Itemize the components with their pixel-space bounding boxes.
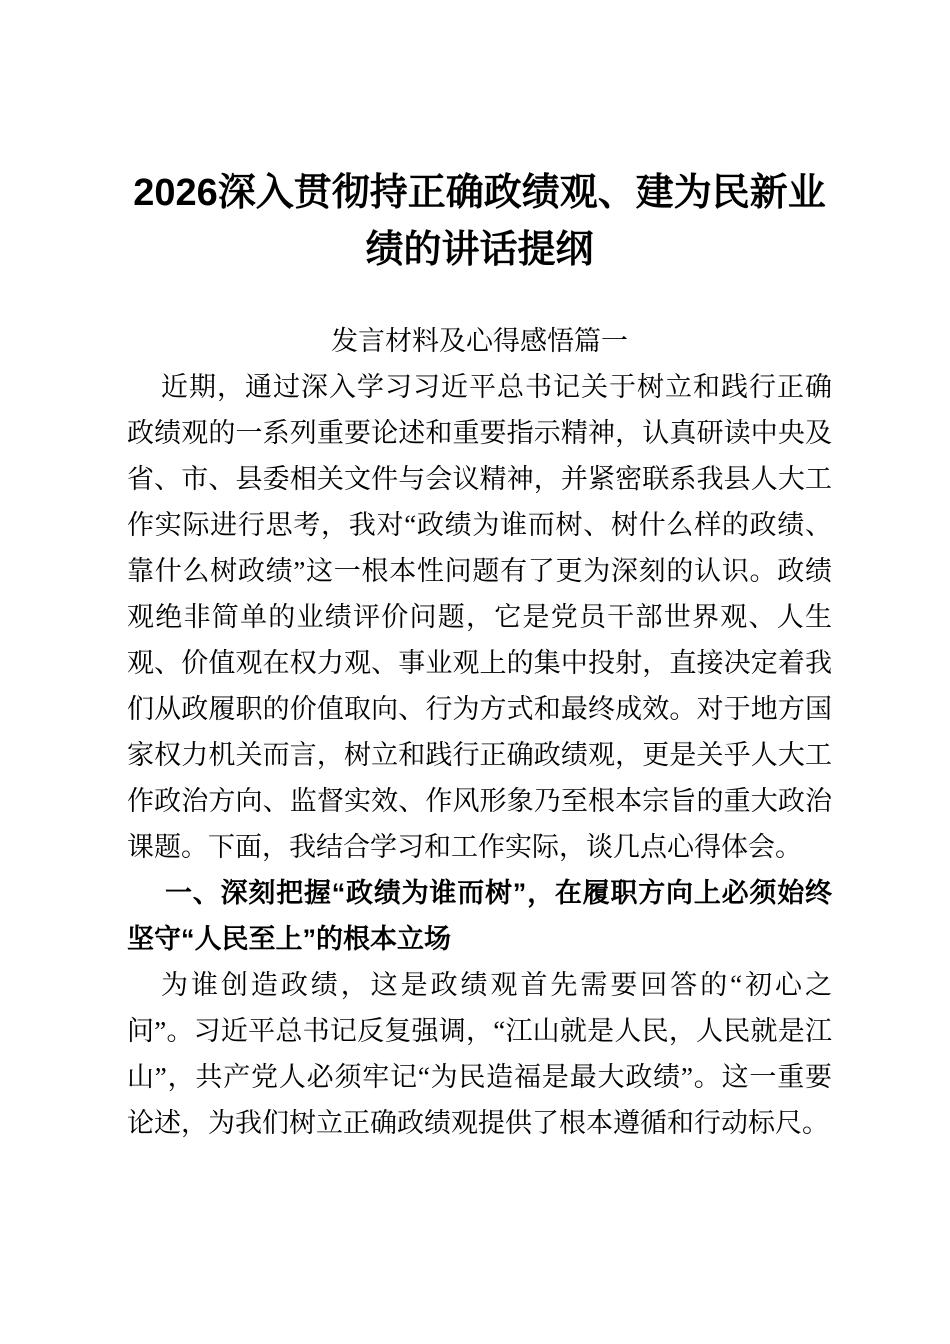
- section-heading-1: 一、深刻把握“政绩为谁而树”，在履职方向上必须始终坚守“人民至上”的根本立场: [127, 878, 832, 954]
- paragraph-section-1: 为谁创造政绩，这是政绩观首先需要回答的“初心之问”。习近平总书记反复强调，“江山就是人民，人民就是江山”，共产党人必须牢记“为民造福是最大政绩”。这一重要论述，为我们树立正确政绩观提供了根本遵循和行动标尺。: [127, 970, 832, 1138]
- section-label: 发言材料及心得感悟篇一: [331, 326, 628, 356]
- document-title: 2026深入贯彻持正确政绩观、建为民新业绩的讲话提纲: [133, 172, 826, 271]
- paragraph-intro: 近期，通过深入学习习近平总书记关于树立和践行正确政绩观的一系列重要论述和重要指示精神，认真研读中央及省、市、县委相关文件与会议精神，并紧密联系我县人大工作实际进行思考，我对“政绩为谁而树、树什么样的政绩、靠什么树政绩”这一根本性问题有了更为深刻的认识。政绩观绝非简单的业绩评价问题，它是党员干部世界观、人生观、价值观在权力观、事业观上的集中投射，直接决定着我们从政履职的价值取向、行为方式和最终成效。对于地方国家权力机关而言，树立和践行正确政绩观，更是关乎人大工作政治方向、监督实效、作风形象乃至根本宗旨的重大政治课题。下面，我结合学习和工作实际，谈几点心得体会。: [127, 372, 832, 862]
